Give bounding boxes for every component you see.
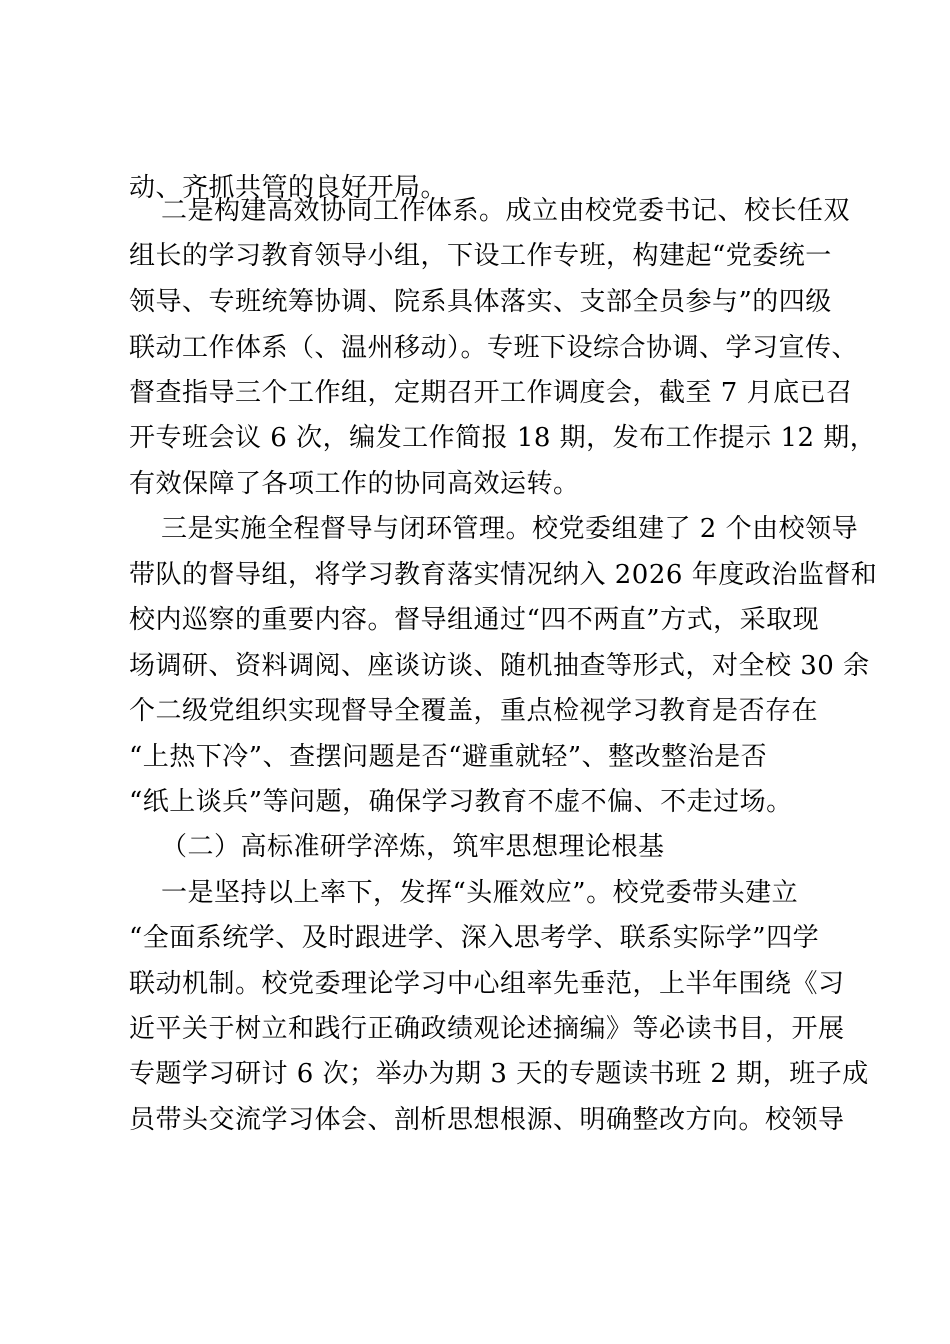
paragraph-line: 近平关于树立和践行正确政绩观论述摘编》等必读书目，开展 xyxy=(129,1014,845,1044)
paragraph-line: 督查指导三个工作组，定期召开工作调度会，截至 7 月底已召 xyxy=(129,378,853,408)
paragraph-line: 一是坚持以上率下，发挥“头雁效应”。校党委带头建立 xyxy=(161,878,799,908)
paragraph-line: 动、齐抓共管的良好开局。 xyxy=(129,173,448,203)
paragraph-line: 联动工作体系（、温州移动）。专班下设综合协调、学习宣传、 xyxy=(129,333,859,363)
paragraph-line: 组长的学习教育领导小组，下设工作专班，构建起“党委统一 xyxy=(129,241,832,271)
paragraph-line: 开专班会议 6 次，编发工作简报 18 期，发布工作提示 12 期， xyxy=(129,423,877,453)
paragraph-line: 领导、专班统筹协调、院系具体落实、支部全员参与”的四级 xyxy=(129,287,832,317)
paragraph-line: 专题学习研讨 6 次；举办为期 3 天的专题读书班 2 期，班子成 xyxy=(129,1059,869,1089)
paragraph-line: 联动机制。校党委理论学习中心组率先垂范，上半年围绕《习 xyxy=(129,969,845,999)
paragraph-line: 个二级党组织实现督导全覆盖，重点检视学习教育是否存在 xyxy=(129,696,819,726)
paragraph-line: 校内巡察的重要内容。督导组通过“四不两直”方式，采取现 xyxy=(129,605,820,635)
paragraph-line: 场调研、资料调阅、座谈访谈、随机抽查等形式，对全校 30 余 xyxy=(129,651,870,681)
paragraph-line: 有效保障了各项工作的协同高效运转。 xyxy=(129,469,580,499)
paragraph-line: 带队的督导组，将学习教育落实情况纳入 2026 年度政治监督和 xyxy=(129,560,878,590)
paragraph-line: 员带头交流学习体会、剖析思想根源、明确整改方向。校领导 xyxy=(129,1105,845,1135)
paragraph-line: 三是实施全程督导与闭环管理。校党委组建了 2 个由校领导 xyxy=(161,514,859,544)
paragraph-line: 二是构建高效协同工作体系。成立由校党委书记、校长任双 xyxy=(161,196,851,226)
paragraph-line: “全面系统学、及时跟进学、深入思考学、联系实际学”四学 xyxy=(129,923,820,953)
paragraph-line: “纸上谈兵”等问题，确保学习教育不虚不偏、不走过场。 xyxy=(129,787,793,817)
section-heading: （二）高标准研学淬炼，筑牢思想理论根基 xyxy=(161,832,665,862)
paragraph-line: “上热下冷”、查摆问题是否“避重就轻”、整改整治是否 xyxy=(129,742,768,772)
